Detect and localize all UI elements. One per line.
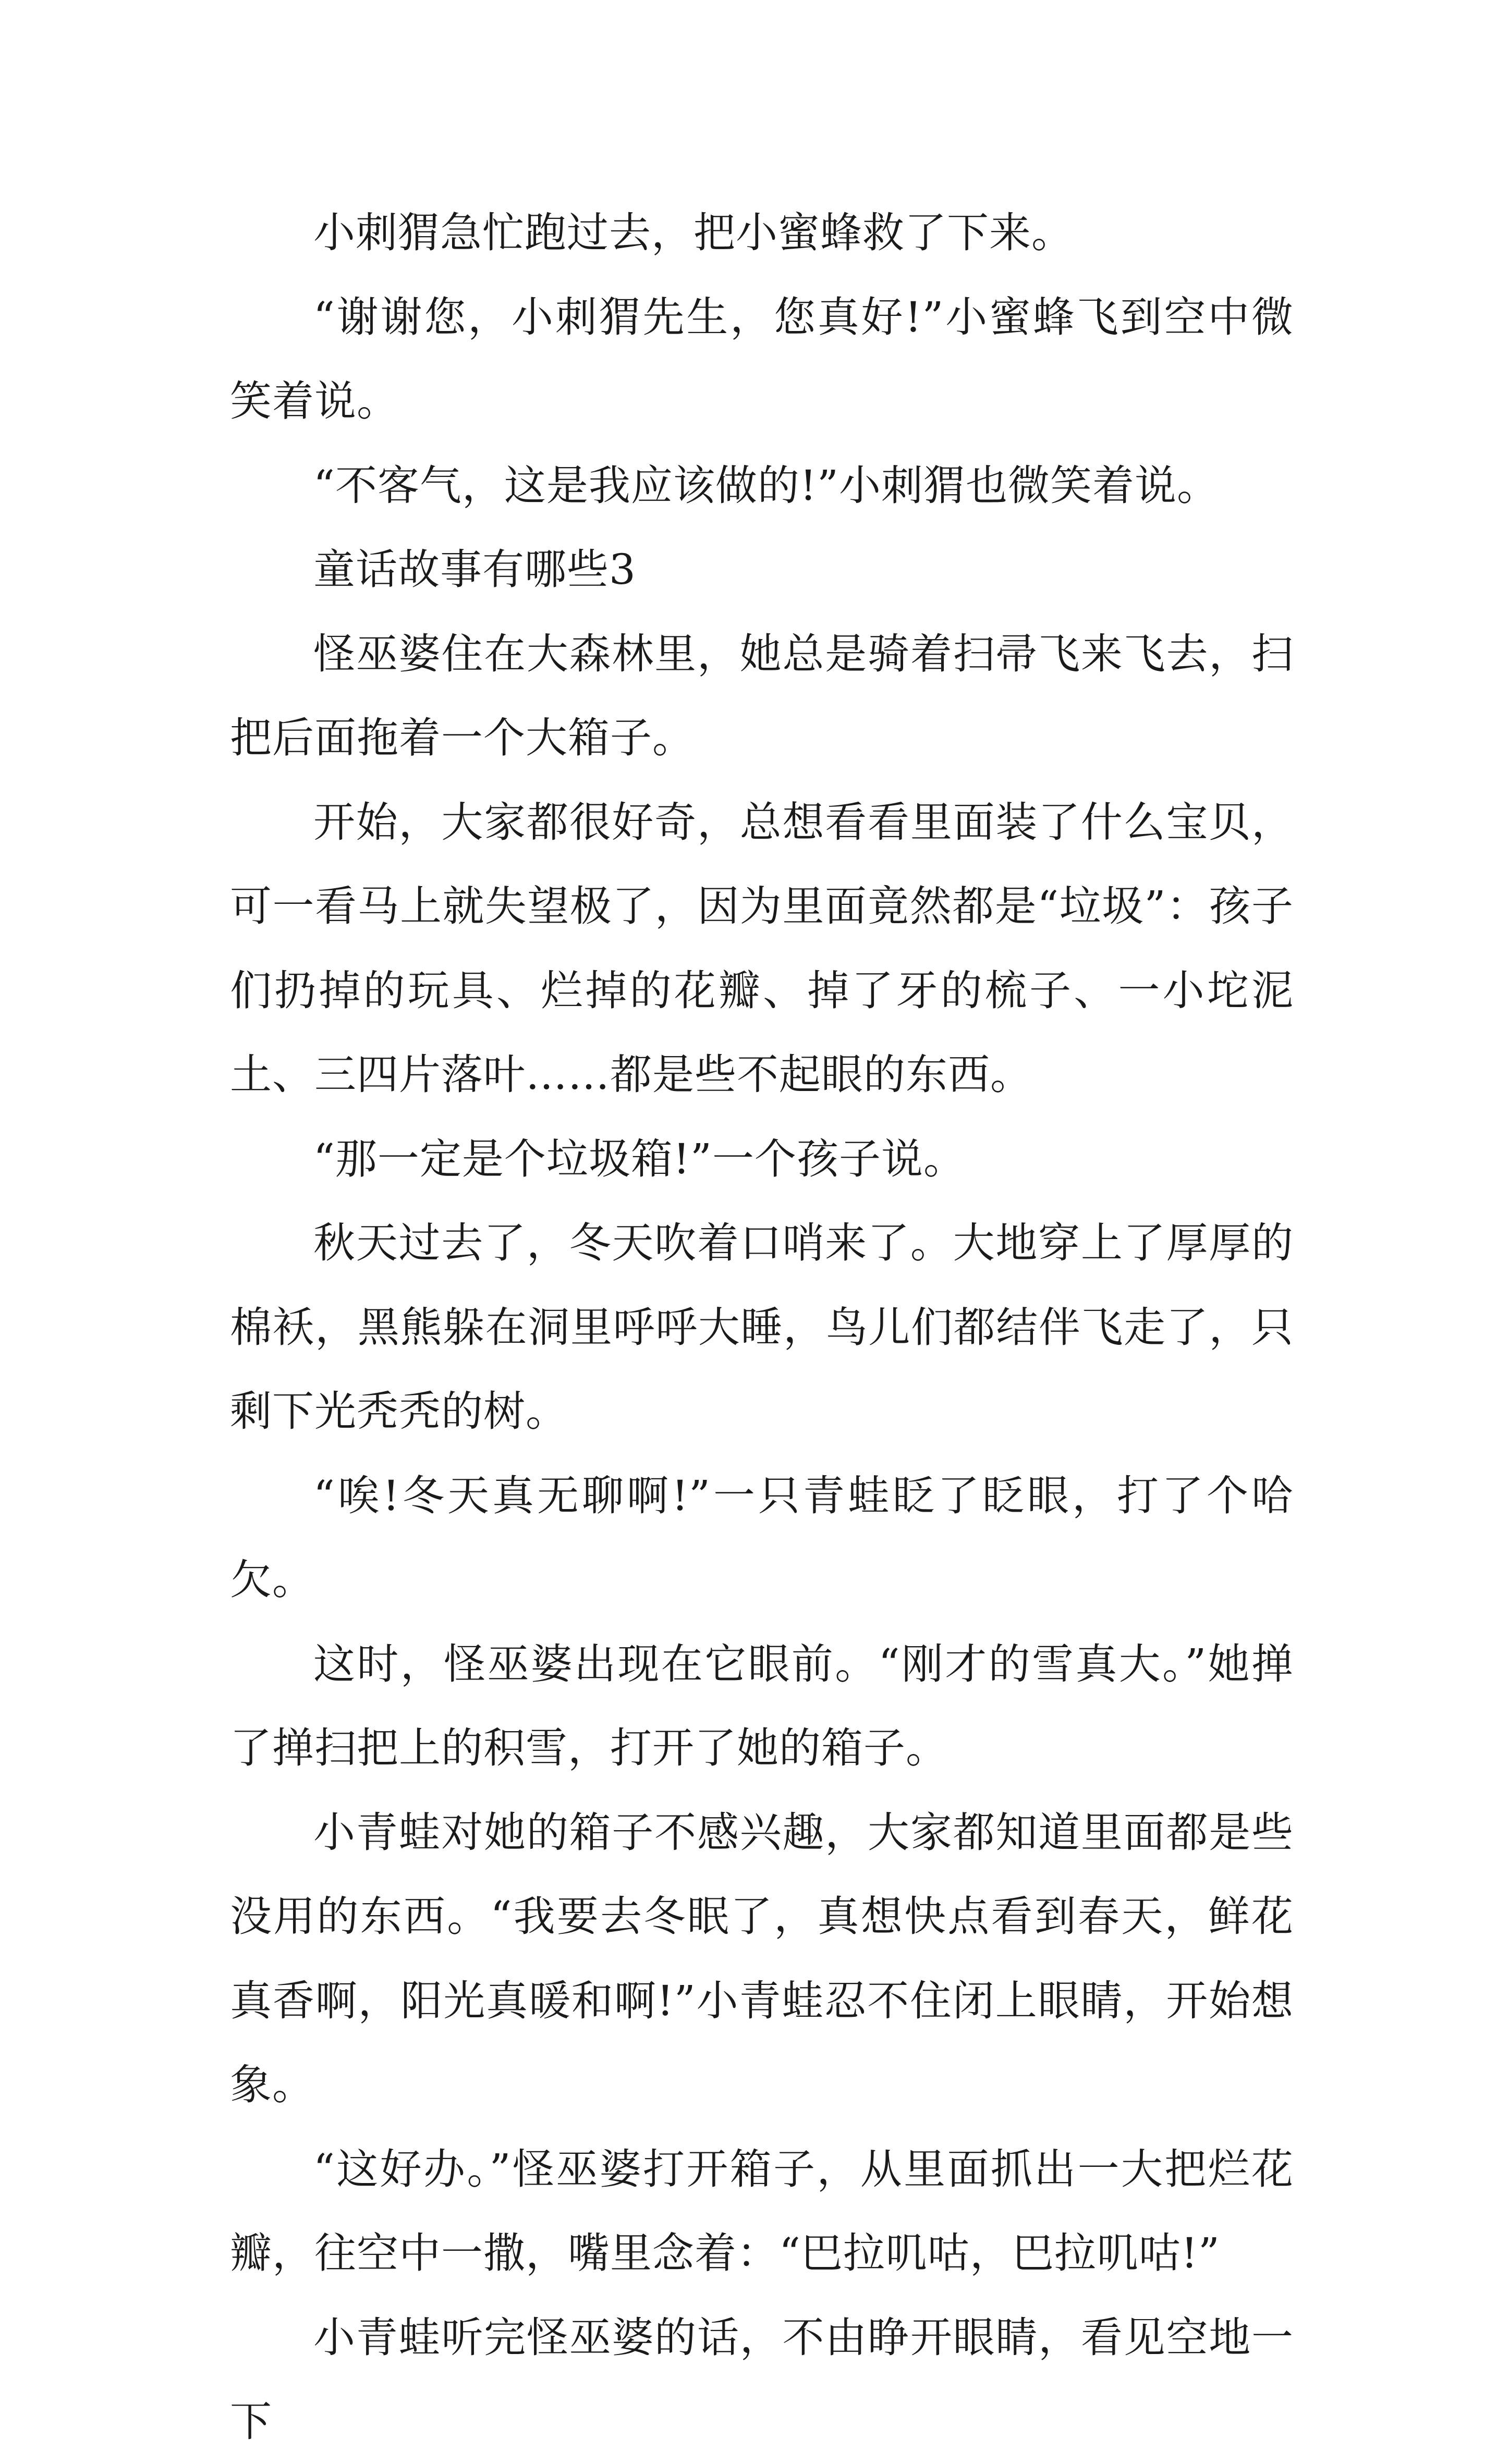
paragraph: 秋天过去了，冬天吹着口哨来了。大地穿上了厚厚的棉袄，黑熊躲在洞里呼呼大睡，鸟儿们都结伴飞走了，只剩下光秃秃的树。 (230, 1219, 1294, 1436)
paragraph: 开始，大家都很好奇，总想看看里面装了什么宝贝，可一看马上就失望极了，因为里面竟然都是“垃圾”：孩子们扔掉的玩具、烂掉的花瓣、掉了牙的梳子、一小坨泥土、三四片落叶……都是些不起眼的东西。 (230, 798, 1294, 1099)
paragraph: 小刺猬急忙跑过去，把小蜜蜂救了下来。 (313, 209, 1074, 257)
paragraph: 这时，怪巫婆出现在它眼前。“刚才的雪真大。”她掸了掸扫把上的积雪，打开了她的箱子。 (230, 1639, 1294, 1772)
paragraph: “不客气，这是我应该做的!”小刺猬也微笑着说。 (313, 461, 1219, 510)
paragraph: “唉!冬天真无聊啊!”一只青蛙眨了眨眼，打了个哈欠。 (230, 1471, 1294, 1604)
paragraph: 小青蛙对她的箱子不感兴趣，大家都知道里面都是些没用的东西。“我要去冬眠了，真想快点看到春天，鲜花真香啊，阳光真暖和啊!”小青蛙忍不住闭上眼睛，开始想象。 (230, 1808, 1294, 2109)
paragraph: “这好办。”怪巫婆打开箱子，从里面抓出一大把烂花瓣，往空中一撒，嘴里念着：“巴拉叽咕，巴拉叽咕!” (230, 2144, 1294, 2277)
paragraph: 怪巫婆住在大森林里，她总是骑着扫帚飞来飞去，扫把后面拖着一个大箱子。 (230, 629, 1294, 762)
paragraph: 小青蛙听完怪巫婆的话，不由睁开眼睛，看见空地一下 (230, 2313, 1294, 2446)
paragraph: “那一定是个垃圾箱!”一个孩子说。 (313, 1134, 966, 1183)
paragraph: “谢谢您，小刺猬先生，您真好!”小蜜蜂飞到空中微笑着说。 (230, 292, 1294, 425)
section-heading: 童话故事有哪些3 (313, 545, 636, 594)
story-text (230, 191, 1294, 2464)
